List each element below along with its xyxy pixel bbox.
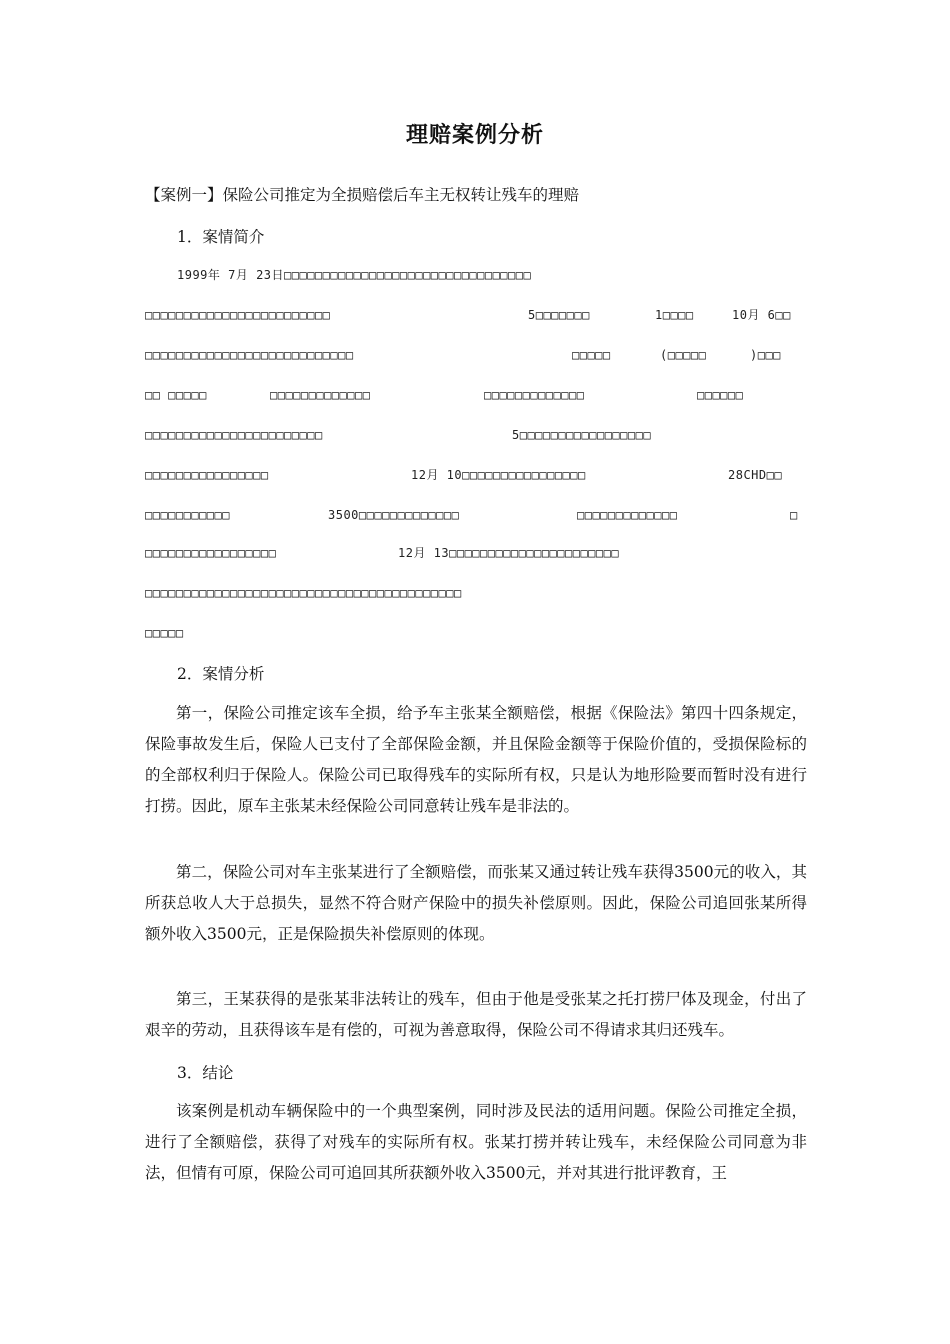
garbled-line: □□□□□□□□□□□: [145, 508, 230, 522]
garbled-line: )□□□: [750, 348, 781, 362]
garbled-line: (□□□□□: [660, 348, 707, 362]
garbled-line: □□□□□□□□□□□□□□□□: [145, 468, 269, 482]
garbled-line: □□□□□□□□□□□□□: [270, 388, 371, 402]
garbled-line: □□□□□□□□□□□□□□□□□□□□□□□□: [145, 308, 331, 322]
document-title: 理赔案例分析: [405, 123, 544, 148]
garbled-line: 1999年 7月 23日□□□□□□□□□□□□□□□□□□□□□□□□□□□□□□□□: [177, 268, 532, 282]
garbled-line: 3500□□□□□□□□□□□□□: [328, 508, 460, 522]
garbled-line: 12月 13□□□□□□□□□□□□□□□□□□□□□□: [398, 546, 620, 560]
garbled-line: □□□□□□□□□□□□□□□□□□□□□□□□□□□□□□□□□□□□□□□□□: [145, 586, 462, 600]
section-heading-case-analysis: 2．案情分析: [177, 665, 265, 683]
garbled-line: □□□□□□□□□□□□□□□□□□□□□□□□□□□: [145, 348, 354, 362]
case-heading: 【案例一】保险公司推定为全损赔偿后车主无权转让残车的理赔: [145, 186, 580, 204]
garbled-line: 1□□□□: [655, 308, 694, 322]
garbled-line: 28CHD□□: [728, 468, 783, 482]
garbled-line: □□□□□: [145, 626, 184, 640]
garbled-line: 10月 6□□: [732, 308, 791, 322]
conclusion-paragraph: 该案例是机动车辆保险中的一个典型案例，同时涉及民法的适用问题。保险公司推定全损，进行了全额赔偿，获得了对残车的实际所有权。张某打捞并转让残车，未经保险公司同意为非法，但情有可原，保险公司可追回其所获额外收入3500元，并对其进行批评教育，王: [145, 1102, 807, 1182]
garbled-line: 5□□□□□□□: [528, 308, 590, 322]
garbled-line: □: [790, 508, 798, 522]
garbled-line: □□□□□□□□□□□□□: [577, 508, 678, 522]
analysis-paragraph-2: 第二，保险公司对车主张某进行了全额赔偿，而张某又通过转让残车获得3500元的收入，其所获总收人大于总损失，显然不符合财产保险中的损失补偿原则。因此，保险公司追回张某所得额外收入3500元，正是保险损失补偿原则的体现。: [145, 863, 807, 943]
garbled-line: 12月 10□□□□□□□□□□□□□□□□: [411, 468, 586, 482]
garbled-line: □□ □□□□□: [145, 388, 207, 402]
garbled-line: □□□□□: [572, 348, 611, 362]
garbled-line: □□□□□□: [697, 388, 744, 402]
section-heading-case-summary: 1．案情简介: [177, 228, 265, 246]
analysis-paragraph-1: 第一，保险公司推定该车全损，给予车主张某全额赔偿，根据《保险法》第四十四条规定，保险事故发生后，保险人已支付了全部保险金额，并且保险金额等于保险价值的，受损保险标的的全部权利归于保险人。保险公司已取得残车的实际所有权，只是认为地形险要而暂时没有进行打捞。因此，原车主张某未经保险公司同意转让残车是非法的。: [145, 704, 807, 815]
garbled-line: □□□□□□□□□□□□□: [484, 388, 585, 402]
analysis-paragraph-3: 第三，王某获得的是张某非法转让的残车，但由于他是受张某之托打捞尸体及现金，付出了艰辛的劳动，且获得该车是有偿的，可视为善意取得，保险公司不得请求其归还残车。: [145, 990, 807, 1039]
garbled-line: 5□□□□□□□□□□□□□□□□□: [512, 428, 652, 442]
garbled-line: □□□□□□□□□□□□□□□□□: [145, 546, 277, 560]
garbled-line: □□□□□□□□□□□□□□□□□□□□□□□: [145, 428, 323, 442]
section-heading-conclusion: 3．结论: [177, 1064, 234, 1082]
